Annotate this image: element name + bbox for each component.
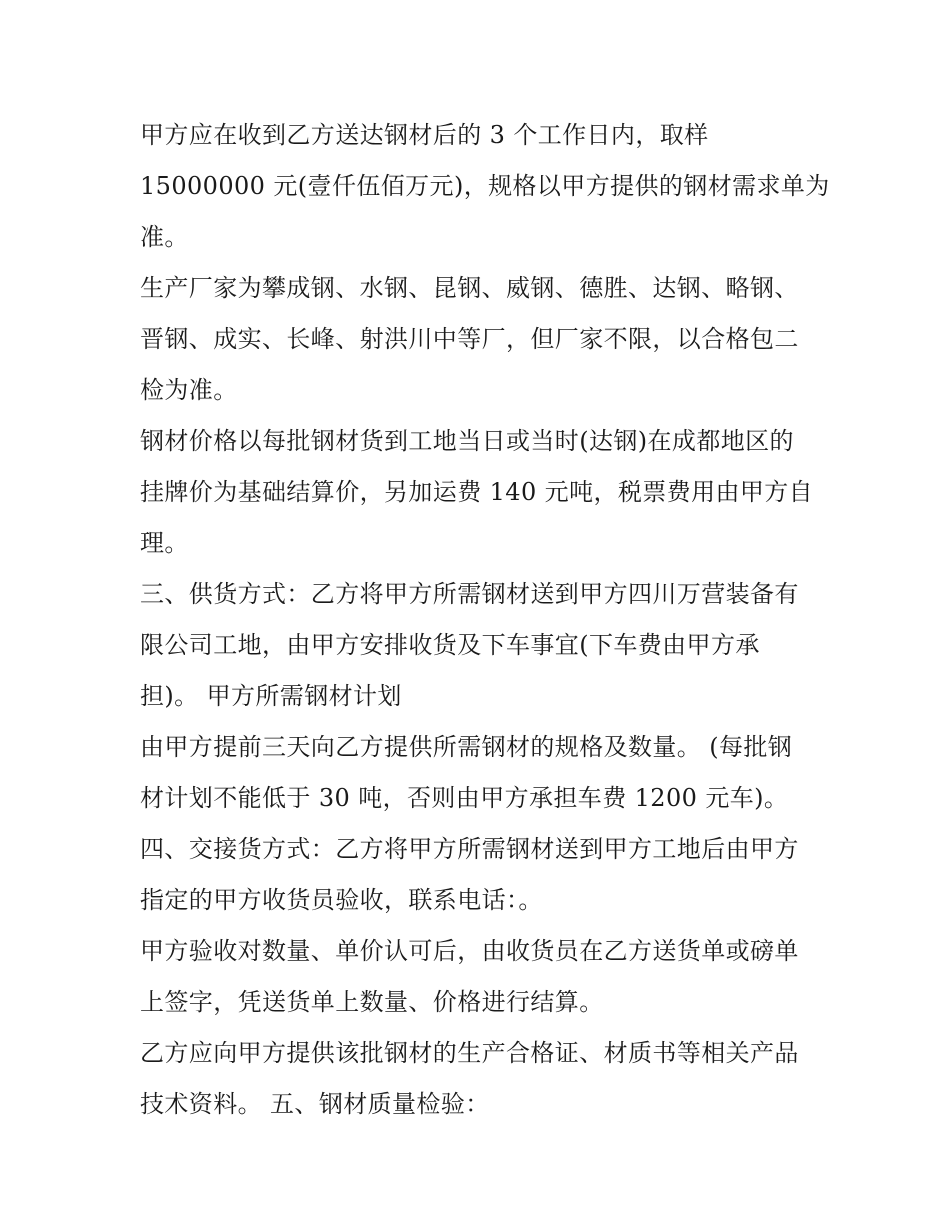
text-line: 钢材价格以每批钢材货到工地当日或当时(达钢)在成都地区的 [140,427,794,455]
text-line: 技术资料。 五、钢材质量检验： [140,1090,490,1118]
paragraph-supply-plan [140,722,820,824]
document-body [140,110,830,1130]
text-line: 生产厂家为攀成钢、水钢、昆钢、威钢、德胜、达钢、略钢、 [140,274,799,302]
text-line: 三、供货方式：乙方将甲方所需钢材送到甲方四川万营装备有 [140,580,799,608]
text-line: 上签字，凭送货单上数量、价格进行结算。 [140,988,604,1016]
text-line: 晋钢、成实、长峰、射洪川中等厂，但厂家不限，以合格包二 [140,325,799,353]
text-line: 15000000 元(壹仟伍佰万元)，规格以甲方提供的钢材需求单为 [140,172,830,200]
text-line: 由甲方提前三天向乙方提供所需钢材的规格及数量。 (每批钢 [140,733,793,761]
text-line: 检为准。 [140,376,238,404]
text-line: 准。 [140,223,189,251]
paragraph-acceptance [140,926,820,1028]
text-line: 限公司工地，由甲方安排收货及下车事宜(下车费由甲方承 [140,631,760,659]
text-line: 挂牌价为基础结算价，另加运费 140 元吨，税票费用由甲方自 [140,478,814,506]
text-line: 理。 [140,529,189,557]
paragraph-supply-method [140,569,820,722]
paragraph-pricing [140,416,820,569]
text-line: 乙方应向甲方提供该批钢材的生产合格证、材质书等相关产品 [140,1039,799,1067]
text-line: 四、交接货方式：乙方将甲方所需钢材送到甲方工地后由甲方 [140,835,799,863]
paragraph-certificates [140,1028,820,1130]
paragraph-handover [140,824,820,926]
paragraph-sampling [140,110,830,263]
text-line: 甲方应在收到乙方送达钢材后的 3 个工作日内，取样 [140,121,709,149]
text-line: 担)。 甲方所需钢材计划 [140,682,402,710]
text-line: 材计划不能低于 30 吨，否则由甲方承担车费 1200 元车)。 [140,784,789,812]
text-line: 指定的甲方收货员验收，联系电话：。 [140,886,543,914]
text-line: 甲方验收对数量、单价认可后，由收货员在乙方送货单或磅单 [140,937,799,965]
paragraph-manufacturers [140,263,820,416]
